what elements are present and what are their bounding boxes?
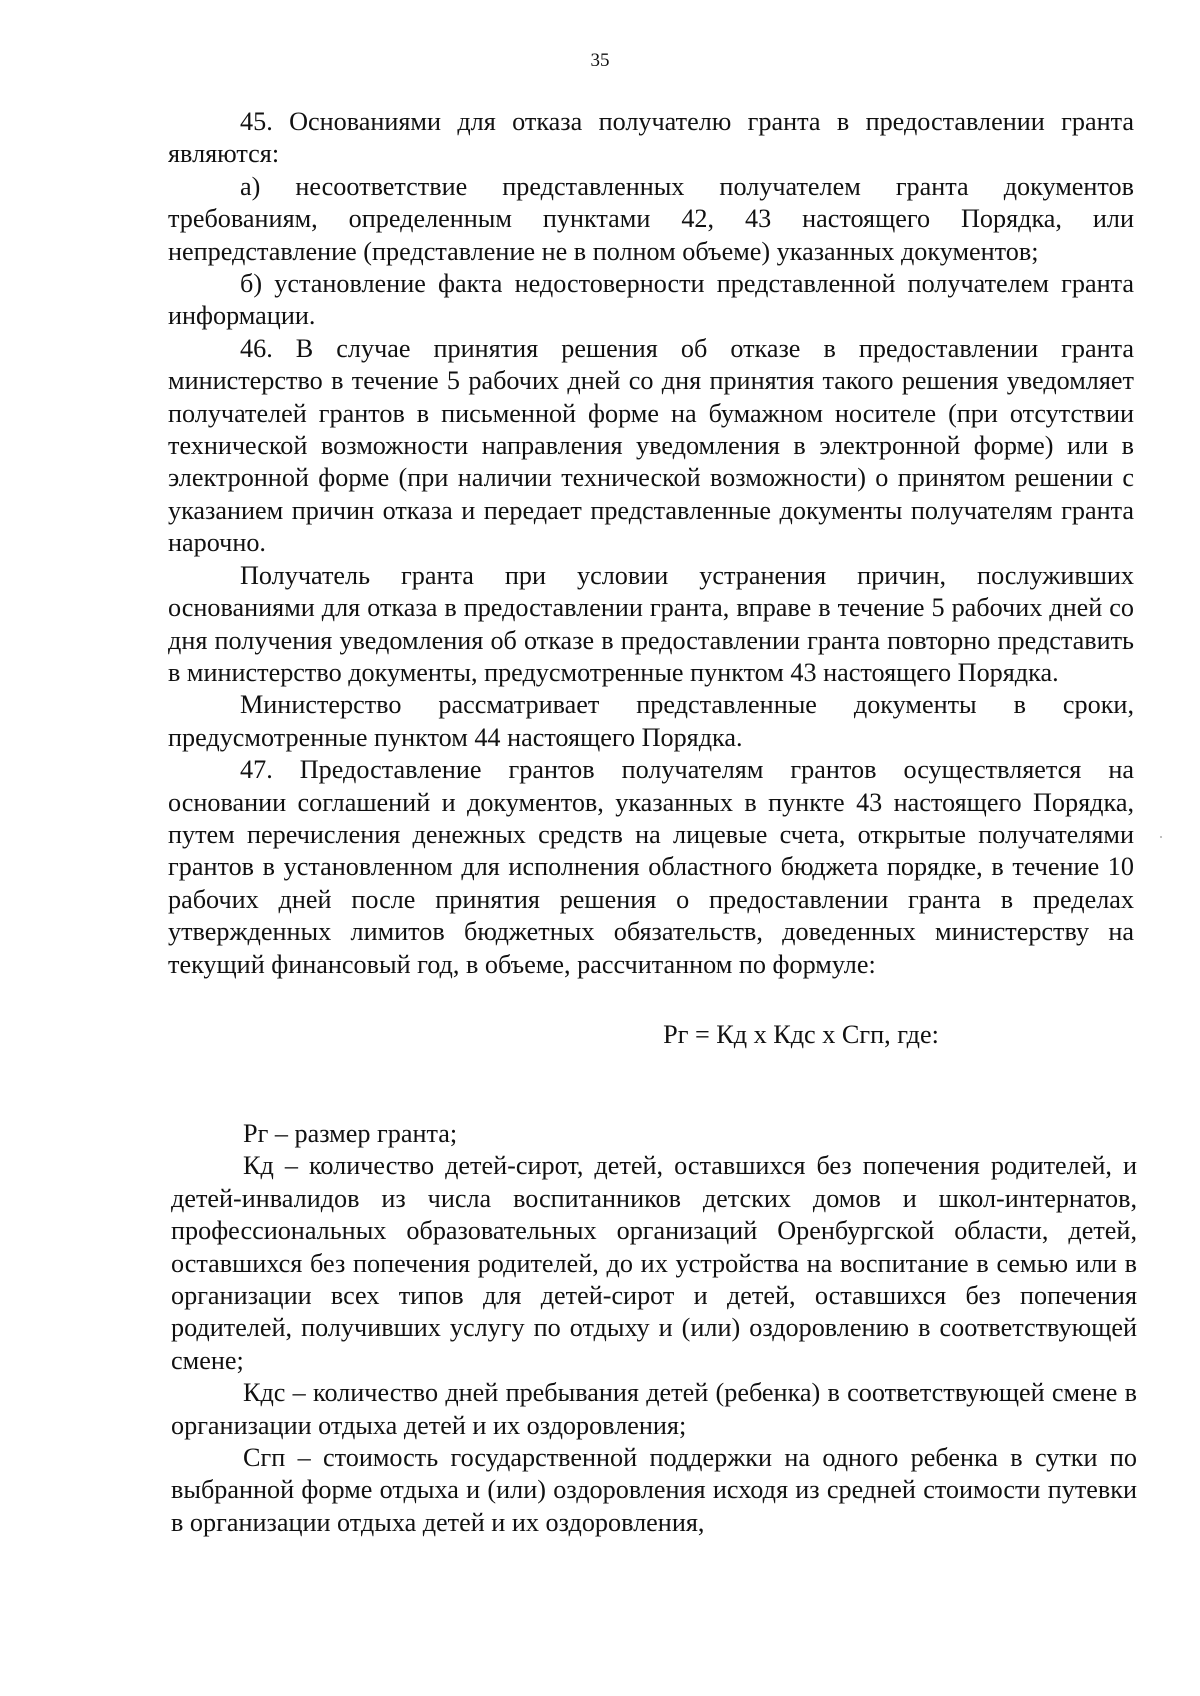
definition-kds: Кдс – количество дней пребывания детей (ребенка) в соответствующей смене в организации отдыха детей и их оздоровления;	[171, 1378, 1137, 1440]
document-body-bottom	[171, 1118, 1137, 1539]
definition-sgp: Сгп – стоимость государственной поддержки на одного ребенка в сутки по выбранной форме отдыха и (или) оздоровления исходя из средней стоимости путевки в организации отдыха детей и их оздоровления,	[171, 1443, 1137, 1537]
page-number: 35	[590, 50, 610, 71]
paragraph-45-b: б) установление факта недостоверности представленной получателем гранта информации.	[168, 269, 1134, 331]
grant-formula: Рг = Кд х Кдс х Сгп, где:	[663, 1019, 939, 1049]
definition-kd: Кд – количество детей-сирот, детей, оставшихся без попечения родителей, и детей-инвалидов из числа воспитанников детских домов и школ-интернатов, профессиональных образовательных организаций Оренбургской области, детей, оставшихся без попечения родителей, до их устройства на воспитание в семью или в организации всех типов для детей-сирот и детей, оставшихся без попечения родителей, получивших услугу по отдыху и (или) оздоровлению в соответствующей смене;	[171, 1151, 1137, 1375]
paragraph-45: 45. Основаниями для отказа получателю гранта в предоставлении гранта являются:	[168, 107, 1134, 169]
paragraph-46: 46. В случае принятия решения об отказе в предоставлении гранта министерство в течение 5 рабочих дней со дня принятия такого решения уведомляет получателей грантов в письменной форме на бумажном носителе (при отсутствии технической возможности направления уведомления в электронной форме) или в электронной форме (при наличии технической возможности) о принятом решении с указанием причин отказа и передает представленные документы получателям гранта нарочно.	[168, 333, 1134, 558]
document-body-top	[168, 106, 1134, 1081]
paragraph-46-resubmission: Получатель гранта при условии устранения причин, послуживших основаниями для отказа в предоставлении гранта, вправе в течение 5 рабочих дней со дня получения уведомления об отказе в предоставлении гранта повторно представить в министерство документы, предусмотренные пунктом 43 настоящего Порядка.	[168, 560, 1134, 687]
paragraph-46-review: Министерство рассматривает представленные документы в сроки, предусмотренные пунктом 44 настоящего Порядка.	[168, 690, 1134, 752]
scan-speck	[1160, 836, 1162, 838]
definition-rg: Рг – размер гранта;	[243, 1119, 458, 1148]
paragraph-45-a: а) несоответствие представленных получателем гранта документов требованиям, определенным пунктами 42, 43 настоящего Порядка, или непредставление (представление не в полном объеме) указанных документов;	[168, 171, 1134, 266]
paragraph-47: 47. Предоставление грантов получателям грантов осуществляется на основании соглашений и документов, указанных в пункте 43 настоящего Порядка, путем перечисления денежных средств на лицевые счета, открытые получателями грантов в установленном для исполнения областного бюджета порядке, в течение 10 рабочих дней после принятия решения о предоставлении гранта в пределах утвержденных лимитов бюджетных обязательств, доведенных министерству на текущий финансовый год, в объеме, рассчитанном по формуле:	[168, 755, 1134, 979]
